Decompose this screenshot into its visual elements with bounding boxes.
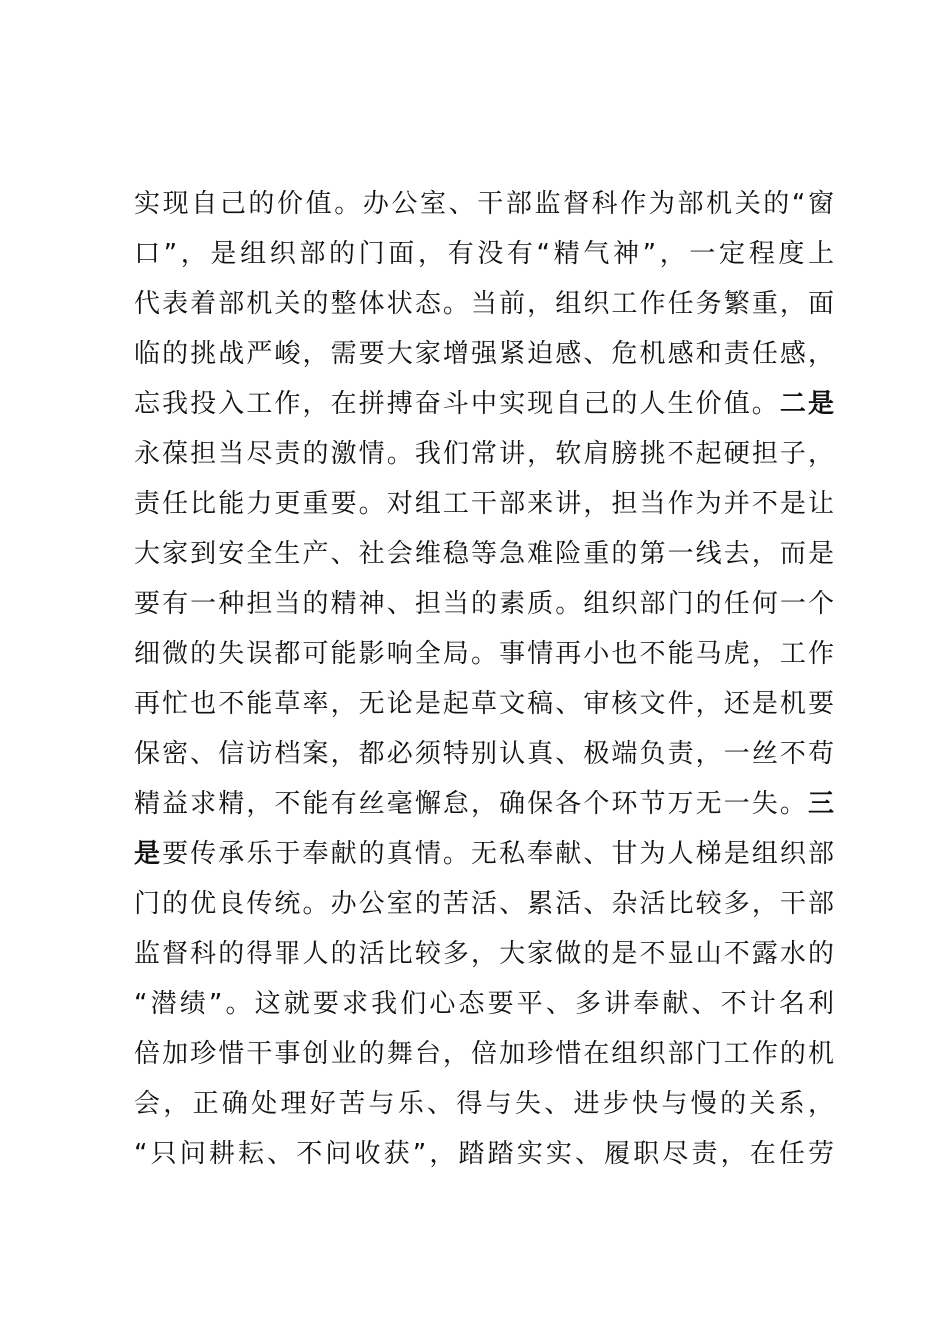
text-line [134, 779, 834, 829]
text-run: 大家到安全生产、社会维稳等急难险重的第一线去，而是 [134, 539, 834, 569]
text-run: 口”，是组织部的门面，有没有“精气神”，一定程度上 [134, 239, 834, 269]
text-line [134, 379, 834, 429]
text-run: 责任比能力更重要。对组工干部来讲，担当作为并不是让 [134, 489, 834, 519]
text-line [134, 729, 834, 779]
text-line [134, 279, 834, 329]
text-run: 要传承乐于奉献的真情。无私奉献、甘为人梯是组织部 [162, 839, 834, 869]
text-run: 实现自己的价值。办公室、干部监督科作为部机关的“窗 [134, 189, 834, 219]
text-line [134, 1129, 834, 1179]
text-line [134, 479, 834, 529]
text-line [134, 429, 834, 479]
body-paragraph [134, 179, 834, 1179]
text-run: 再忙也不能草率，无论是起草文稿、审核文件，还是机要 [134, 689, 834, 719]
text-run: 永葆担当尽责的激情。我们常讲，软肩膀挑不起硬担子， [134, 439, 834, 469]
text-run: 门的优良传统。办公室的苦活、累活、杂活比较多，干部 [134, 889, 834, 919]
text-line [134, 979, 834, 1029]
text-run: 精益求精，不能有丝毫懈怠，确保各个环节万无一失。 [134, 789, 808, 819]
text-line [134, 329, 834, 379]
text-run: 保密、信访档案，都必须特别认真、极端负责，一丝不苟 [134, 739, 834, 769]
text-run: 倍加珍惜干事创业的舞台，倍加珍惜在组织部门工作的机 [134, 1039, 834, 1069]
text-line [134, 1079, 834, 1129]
text-line [134, 529, 834, 579]
text-run: 要有一种担当的精神、担当的素质。组织部门的任何一个 [134, 589, 834, 619]
bold-marker: 是 [134, 839, 163, 869]
text-run: 临的挑战严峻，需要大家增强紧迫感、危机感和责任感， [134, 339, 834, 369]
text-line [134, 679, 834, 729]
text-line [134, 879, 834, 929]
text-run: 监督科的得罪人的活比较多，大家做的是不显山不露水的 [134, 939, 834, 969]
text-run: 忘我投入工作，在拼搏奋斗中实现自己的人生价值。 [134, 389, 780, 419]
text-run: 会，正确处理好苦与乐、得与失、进步快与慢的关系， [134, 1089, 834, 1119]
text-line [134, 579, 834, 629]
text-line [134, 229, 834, 279]
text-line [134, 179, 834, 229]
text-line [134, 629, 834, 679]
bold-marker: 二是 [779, 389, 834, 419]
text-line [134, 929, 834, 979]
text-line [134, 829, 834, 879]
text-run: 细微的失误都可能影响全局。事情再小也不能马虎，工作 [134, 639, 834, 669]
text-run: 代表着部机关的整体状态。当前，组织工作任务繁重，面 [134, 289, 834, 319]
bold-marker: 三 [807, 789, 834, 819]
text-run: “潜绩”。这就要求我们心态要平、多讲奉献、不计名利 [134, 989, 834, 1019]
text-run: “只问耕耘、不问收获”，踏踏实实、履职尽责，在任劳 [134, 1139, 834, 1169]
text-line [134, 1029, 834, 1079]
